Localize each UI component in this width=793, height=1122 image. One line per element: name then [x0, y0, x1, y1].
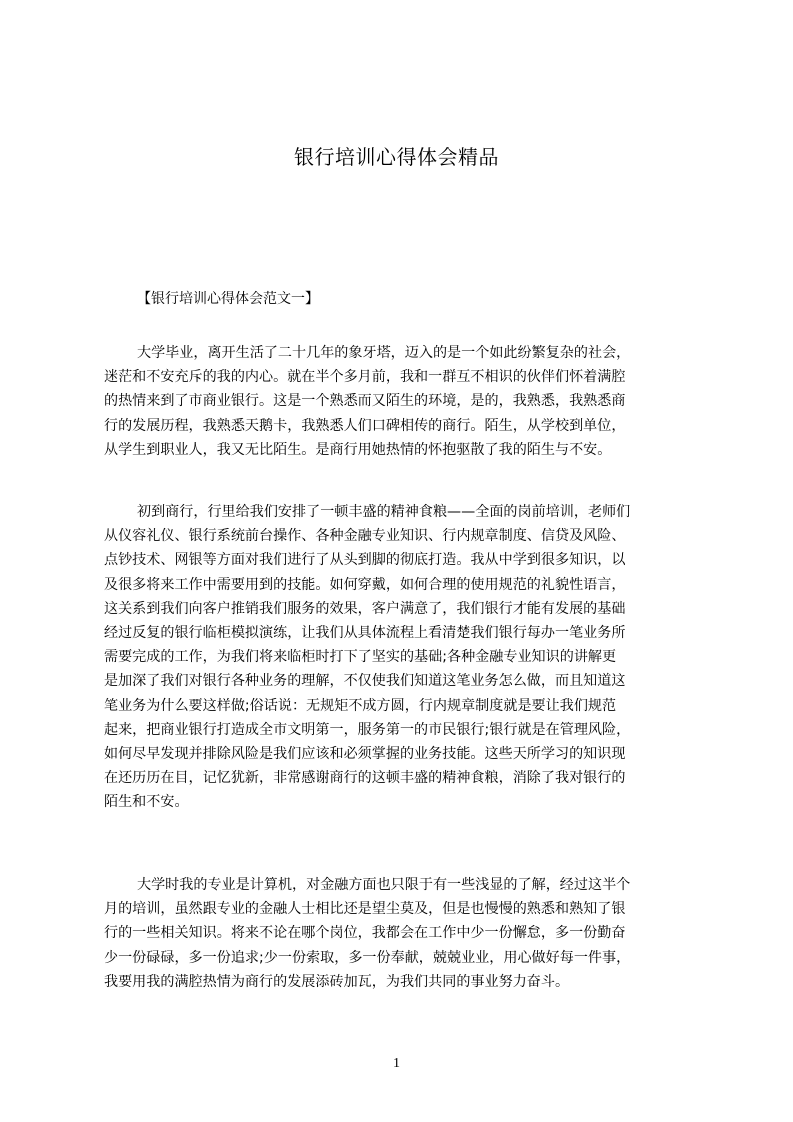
paragraph-line: 在还历历在目，记忆犹新，非常感谢商行的这顿丰盛的精神食粮，消除了我对银行的 [104, 770, 626, 787]
paragraph-line: 点钞技术、网银等方面对我们进行了从头到脚的彻底打造。我从中学到很多知识，以 [104, 552, 626, 569]
paragraph-line: 行的一些相关知识。将来不论在哪个岗位，我都会在工作中少一份懈怠，多一份勤奋 [104, 925, 626, 942]
paragraph-line: 需要完成的工作，为我们将来临柜时打下了坚实的基础;各种金融专业知识的讲解更 [104, 649, 617, 666]
paragraph-line: 行的发展历程，我熟悉天鹅卡，我熟悉人们口碑相传的商行。陌生，从学校到单位， [104, 417, 626, 434]
paragraph-line: 从学生到职业人，我又无比陌生。是商行用她热情的怀抱驱散了我的陌生与不安。 [104, 441, 612, 458]
document-title: 银行培训心得体会精品 [294, 145, 499, 169]
paragraph-line: 初到商行，行里给我们安排了一顿丰盛的精神食粮——全面的岗前培训，老师们 [137, 504, 631, 520]
paragraph-line: 是加深了我们对银行各种业务的理解，不仅使我们知道这笔业务怎么做，而且知道这 [104, 673, 626, 690]
paragraph-line: 经过反复的银行临柜模拟演练，让我们从具体流程上看清楚我们银行每办一笔业务所 [104, 624, 626, 641]
paragraph-2 [104, 500, 704, 814]
paragraph-line: 月的培训，虽然跟专业的金融人士相比还是望尘莫及，但是也慢慢的熟悉和熟知了银 [104, 901, 626, 918]
paragraph-line: 迷茫和不安充斥的我的内心。就在半个多月前，我和一群互不相识的伙伴们怀着满腔 [104, 369, 626, 386]
paragraph-line: 起来，把商业银行打造成全市文明第一，服务第一的市民银行;银行就是在管理风险， [104, 721, 631, 738]
paragraph-1 [104, 341, 704, 462]
paragraph-line: 大学毕业，离开生活了二十几年的象牙塔，迈入的是一个如此纷繁复杂的社会， [137, 345, 631, 361]
paragraph-line: 陌生和不安。 [104, 794, 189, 811]
paragraph-line: 笔业务为什么要这样做;俗话说：无规矩不成方圆，行内规章制度就是要让我们规范 [104, 697, 617, 714]
paragraph-line: 我要用我的满腔热情为商行的发展添砖加瓦，为我们共同的事业努力奋斗。 [104, 973, 570, 990]
paragraph-line: 这关系到我们向客户推销我们服务的效果，客户满意了，我们银行才能有发展的基础 [104, 600, 626, 617]
paragraph-line: 及很多将来工作中需要用到的技能。如何穿戴，如何合理的使用规范的礼貌性语言， [104, 576, 626, 593]
paragraph-line: 的热情来到了市商业银行。这是一个熟悉而又陌生的环境，是的，我熟悉，我熟悉商 [104, 393, 626, 410]
paragraph-line: 少一份碌碌，多一份追求;少一份索取，多一份奉献，兢兢业业，用心做好每一件事， [104, 949, 631, 966]
paragraph-3 [104, 873, 704, 994]
page-number: 1 [393, 1056, 400, 1071]
paragraph-line: 从仪容礼仪、银行系统前台操作、各种金融专业知识、行内规章制度、信贷及风险、 [104, 528, 626, 545]
paragraph-line: 大学时我的专业是计算机，对金融方面也只限于有一些浅显的了解，经过这半个 [137, 877, 631, 893]
paragraph-line: 如何尽早发现并排除风险是我们应该和必须掌握的业务技能。这些天所学习的知识现 [104, 745, 626, 762]
section-heading: 【银行培训心得体会范文一】 [137, 291, 319, 307]
